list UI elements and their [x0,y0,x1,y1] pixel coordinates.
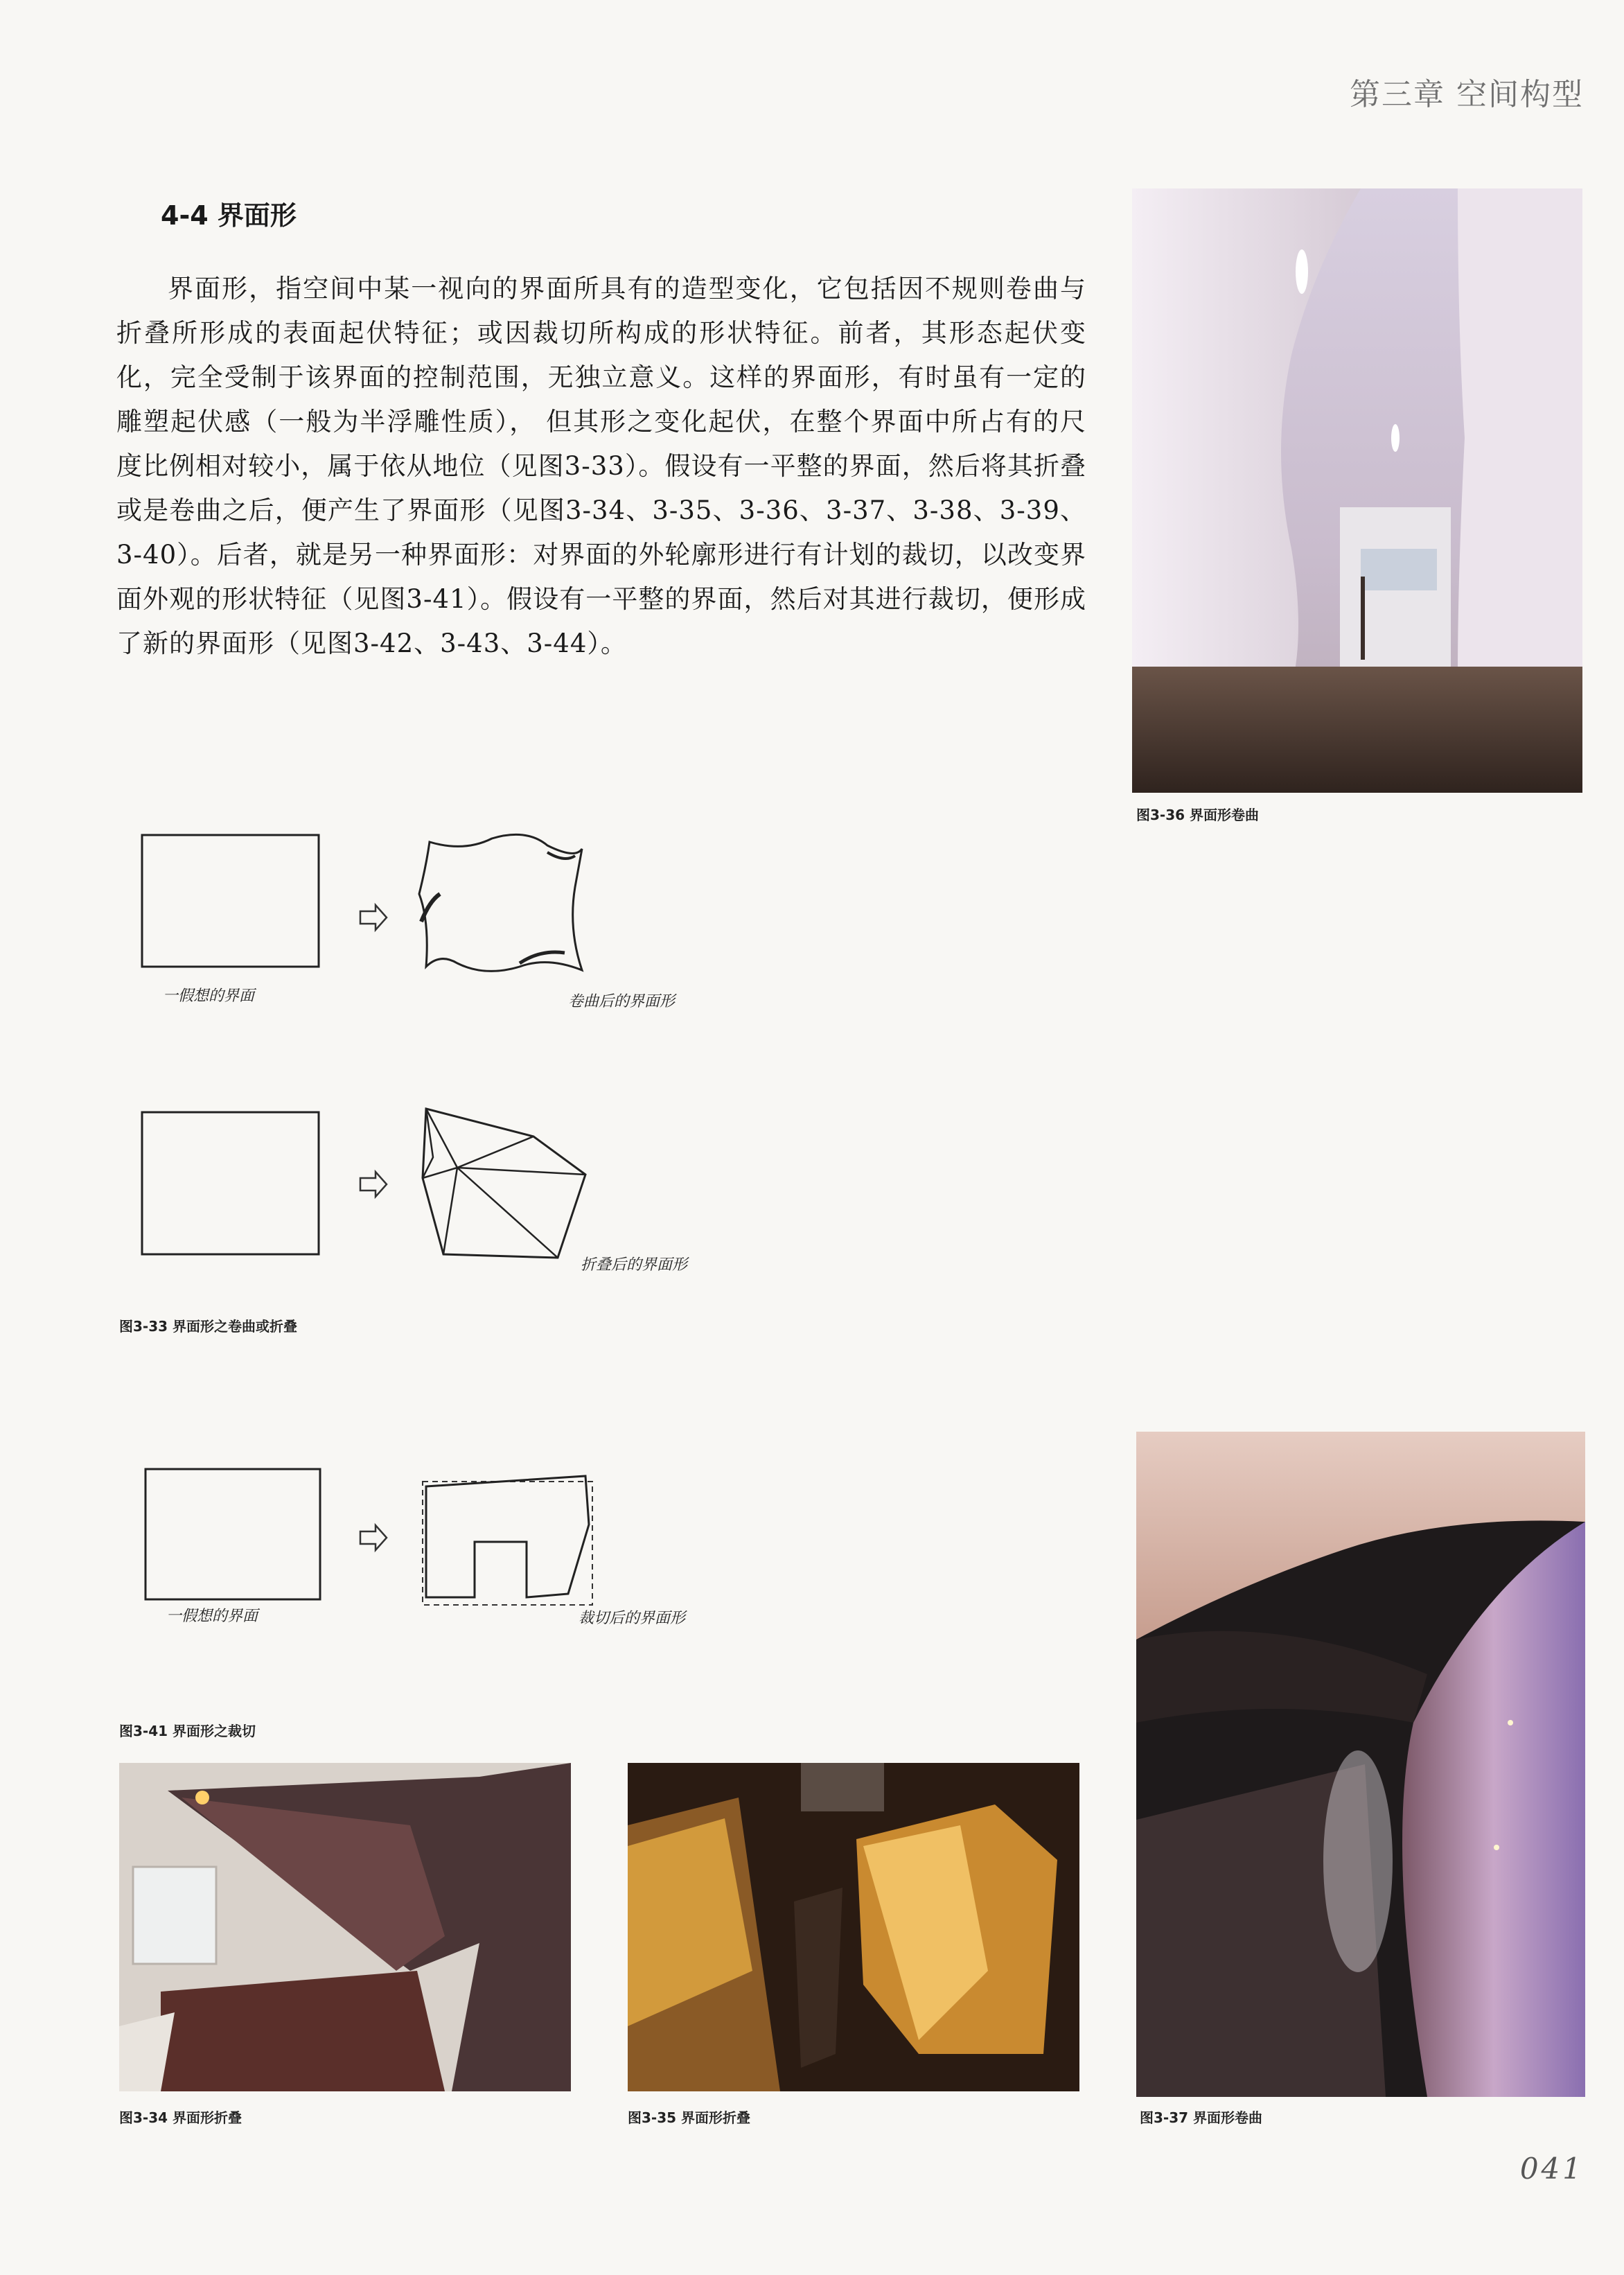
photo-fig-3-36 [1132,188,1582,793]
arrow-icon [360,1525,387,1550]
caption-fig-3-33: 图3-33 界面形之卷曲或折叠 [119,1318,298,1335]
photo-fig-3-34 [119,1763,571,2091]
sketch-flat-surface-2 [142,1112,319,1254]
caption-fig-3-36: 图3-36 界面形卷曲 [1136,807,1260,823]
label-imaginary-surface-2: 一假想的界面 [166,1608,258,1625]
photo-folded-gold [628,1763,1079,2091]
photo-folded-room [119,1763,571,2091]
sketch-cut-surface [426,1476,589,1597]
arrow-icon [360,905,387,930]
caption-fig-3-41: 图3-41 界面形之裁切 [119,1723,256,1739]
body-paragraph: 界面形，指空间中某一视向的界面所具有的造型变化，它包括因不规则卷曲与折叠所形成的表面起伏特征；或因裁切所构成的形状特征。前者，其形态起伏变化，完全受制于该界面的控制范围，无独立意义。这样的界面形，有时虽有一定的雕塑起伏感（一般为半浮雕性质）， 但其形之变化起伏，在整个界面中所占有的尺度比例相对较小，属于依从地位（见图3-33）。假设有一平整的界面，然后将其折叠或是卷曲之后，便产生了界面形（见图3-34、3-35、3-36、3-37、3-38、3-39、3-40）。后者，就是另一种界面形：对界面的外轮廓形进行有计划的裁切，以改变界面外观的形状特征（见图3-41）。假设有一平整的界面，然后对其进行裁切，便形成了新的界面形（见图3-42、3-43、3-44）。 [116,274,1086,658]
body-text [116,267,1086,666]
label-cut-surface: 裁切后的界面形 [579,1610,686,1627]
label-curled-surface: 卷曲后的界面形 [568,993,676,1010]
label-folded-surface: 折叠后的界面形 [581,1256,688,1274]
section-title: 4-4 界面形 [161,200,297,231]
photo-fig-3-35 [628,1763,1079,2091]
sketch-flat-surface-3 [145,1469,320,1599]
sketch-flat-surface [142,835,319,967]
page-number: 041 [1519,2152,1584,2186]
photo-tunnel [1136,1432,1585,2097]
caption-fig-3-34: 图3-34 界面形折叠 [119,2109,242,2126]
photo-curved-corridor [1132,188,1582,793]
caption-fig-3-37: 图3-37 界面形卷曲 [1140,2109,1263,2126]
arrow-icon [360,1172,387,1197]
label-imaginary-surface: 一假想的界面 [163,987,255,1005]
chapter-header: 第三章 空间构型 [1350,77,1584,112]
caption-fig-3-35: 图3-35 界面形折叠 [628,2109,751,2126]
photo-fig-3-37 [1136,1432,1585,2097]
